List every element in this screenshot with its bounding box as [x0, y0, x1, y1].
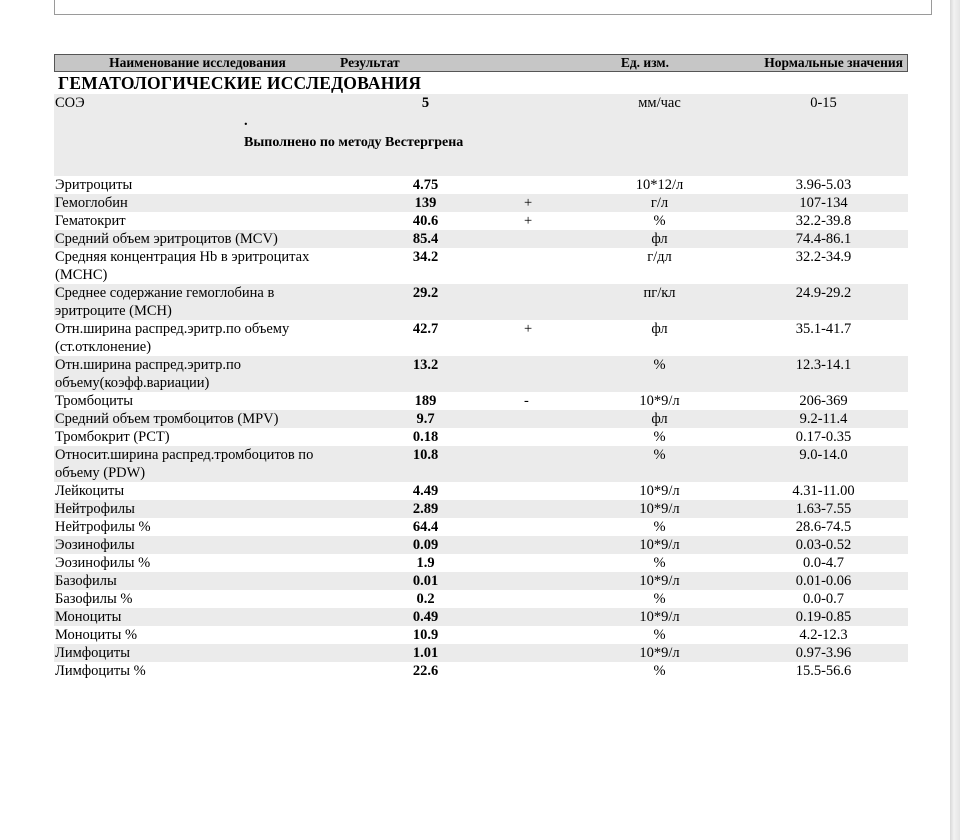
row-result: 4.75 [412, 177, 439, 193]
row-norm: 0.01-0.06 [795, 573, 852, 589]
row-name: Моноциты % [55, 627, 138, 643]
table-row [54, 590, 908, 608]
row-unit: % [653, 213, 666, 229]
row-flag: - [524, 393, 529, 409]
row-unit: 10*9/л [639, 501, 680, 517]
row-norm: 0.17-0.35 [795, 429, 852, 445]
row-flag [524, 590, 574, 608]
row-name: Тромбокрит (PCT) [55, 429, 170, 445]
row-name: Гемоглобин [55, 195, 128, 211]
row-norm: 0.0-4.7 [802, 555, 845, 571]
table-row [54, 626, 908, 644]
row-norm: 0.03-0.52 [795, 537, 852, 553]
row-name: Тромбоциты [55, 393, 133, 409]
table-row [54, 572, 908, 590]
table-row [54, 392, 908, 410]
table-row [54, 320, 908, 356]
row-flag: + [524, 321, 533, 337]
row-flag [524, 500, 574, 518]
row-unit: % [653, 519, 666, 535]
row-unit: фл [651, 231, 668, 247]
table-row [54, 644, 908, 662]
row-flag [524, 572, 574, 590]
lab-results-table [54, 54, 908, 680]
row-flag [524, 230, 574, 248]
row-norm: 12.3-14.1 [795, 357, 852, 373]
header-name: Наименование исследования [109, 55, 286, 70]
row-flag [524, 482, 574, 500]
row-unit: 10*9/л [639, 537, 680, 553]
row-name: Гематокрит [55, 213, 126, 229]
row-result: 5 [421, 95, 430, 111]
table-row-esr [54, 94, 908, 112]
method-note: Выполнено по методу Вестергрена [244, 135, 464, 150]
row-unit: фл [651, 411, 668, 427]
row-name: Отн.ширина распред.эритр.по объему (ст.отклонение) [55, 321, 290, 355]
row-norm: 206-369 [799, 393, 848, 409]
row-result: 9.7 [416, 411, 435, 427]
row-flag [524, 662, 574, 680]
table-row [54, 536, 908, 554]
row-unit: 10*9/л [639, 393, 680, 409]
table-row [54, 608, 908, 626]
row-unit: % [653, 429, 666, 445]
section-title: ГЕМАТОЛОГИЧЕСКИЕ ИССЛЕДОВАНИЯ [58, 73, 422, 93]
row-name: Средний объем тромбоцитов (MPV) [55, 411, 279, 427]
row-unit: % [653, 591, 666, 607]
row-norm: 0.19-0.85 [795, 609, 852, 625]
row-flag [524, 608, 574, 626]
row-norm: 4.31-11.00 [792, 483, 855, 499]
row-unit: % [653, 627, 666, 643]
table-row [54, 446, 908, 482]
table-row [54, 284, 908, 320]
row-unit: пг/кл [643, 285, 676, 301]
row-result: 22.6 [412, 663, 439, 679]
row-flag [524, 176, 574, 194]
table-row [54, 554, 908, 572]
row-unit: г/дл [647, 249, 672, 265]
table-row [54, 212, 908, 230]
row-name: Отн.ширина распред.эритр.по объему(коэфф.вариации) [55, 357, 241, 391]
row-unit: 10*9/л [639, 645, 680, 661]
row-name: Базофилы [55, 573, 117, 589]
row-name: Эозинофилы [55, 537, 135, 553]
row-result: 0.09 [412, 537, 439, 553]
row-name: Лейкоциты [55, 483, 125, 499]
row-unit: 10*12/л [635, 177, 684, 193]
row-norm: 15.5-56.6 [795, 663, 852, 679]
row-norm: 9.0-14.0 [799, 447, 848, 463]
row-name: Нейтрофилы % [55, 519, 151, 535]
row-result: 10.9 [412, 627, 439, 643]
row-name: Лимфоциты % [55, 663, 146, 679]
row-norm: 0.0-0.7 [802, 591, 845, 607]
table-row [54, 662, 908, 680]
row-unit: 10*9/л [639, 609, 680, 625]
table-row [54, 356, 908, 392]
row-result: 13.2 [412, 357, 439, 373]
row-result: 29.2 [412, 285, 439, 301]
method-dot: . [244, 113, 248, 129]
header-unit: Ед. изм. [620, 55, 669, 70]
table-row [54, 482, 908, 500]
row-norm: 35.1-41.7 [795, 321, 852, 337]
row-flag [524, 356, 574, 392]
row-name: Среднее содержание гемоглобина в эритроците (MCH) [55, 285, 275, 319]
row-norm: 28.6-74.5 [795, 519, 852, 535]
row-name: Моноциты [55, 609, 122, 625]
page-edge-shadow [950, 0, 960, 840]
row-result: 64.4 [412, 519, 439, 535]
header-norm: Нормальные значения [764, 55, 903, 70]
row-unit: % [653, 555, 666, 571]
results-rows [54, 176, 908, 680]
row-name: Эозинофилы % [55, 555, 151, 571]
table-header [54, 54, 908, 72]
row-name: Средняя концентрация Hb в эритроцитах (MCHC) [55, 249, 310, 283]
row-result: 2.89 [412, 501, 439, 517]
row-result: 34.2 [412, 249, 439, 265]
row-name: Относит.ширина распред.тромбоцитов по объему (PDW) [55, 447, 314, 481]
row-result: 10.8 [412, 447, 439, 463]
row-name: Эритроциты [55, 177, 133, 193]
method-note-block [54, 112, 908, 176]
table-row [54, 248, 908, 284]
row-norm: 3.96-5.03 [795, 177, 852, 193]
row-name: Лимфоциты [55, 645, 131, 661]
row-name: Базофилы % [55, 591, 133, 607]
row-flag [524, 410, 574, 428]
row-norm: 0-15 [810, 95, 837, 111]
row-result: 0.49 [412, 609, 439, 625]
row-unit: 10*9/л [639, 573, 680, 589]
header-result: Результат [340, 55, 400, 70]
table-row [54, 428, 908, 446]
row-norm: 0.97-3.96 [795, 645, 852, 661]
row-unit: 10*9/л [639, 483, 680, 499]
row-unit: мм/час [638, 95, 681, 111]
row-result: 0.2 [416, 591, 435, 607]
row-flag [524, 428, 574, 446]
row-flag: + [524, 213, 533, 229]
table-row [54, 230, 908, 248]
row-result: 0.01 [412, 573, 439, 589]
row-flag [524, 536, 574, 554]
row-result: 1.01 [412, 645, 439, 661]
row-result: 42.7 [412, 321, 439, 337]
row-unit: % [653, 663, 666, 679]
row-unit: фл [651, 321, 668, 337]
row-norm: 9.2-11.4 [799, 411, 848, 427]
row-norm: 107-134 [799, 195, 848, 211]
row-name: Средний объем эритроцитов (MCV) [55, 231, 278, 247]
row-flag [524, 284, 574, 320]
row-unit: г/л [650, 195, 669, 211]
row-norm: 32.2-39.8 [795, 213, 852, 229]
row-result: 139 [414, 195, 437, 211]
row-flag [524, 644, 574, 662]
row-flag [524, 446, 574, 482]
table-row [54, 500, 908, 518]
row-unit: % [653, 447, 666, 463]
row-flag: + [524, 195, 533, 211]
previous-section-box [54, 0, 932, 15]
row-norm: 24.9-29.2 [795, 285, 852, 301]
row-result: 1.9 [416, 555, 435, 571]
row-result: 40.6 [412, 213, 439, 229]
row-norm: 1.63-7.55 [795, 501, 852, 517]
row-result: 189 [414, 393, 437, 409]
row-norm: 32.2-34.9 [795, 249, 852, 265]
table-row [54, 518, 908, 536]
row-result: 0.18 [412, 429, 439, 445]
row-flag [524, 626, 574, 644]
row-flag [524, 554, 574, 572]
row-norm: 4.2-12.3 [799, 627, 848, 643]
row-flag [524, 518, 574, 536]
table-row [54, 194, 908, 212]
row-unit: % [653, 357, 666, 373]
row-name: СОЭ [55, 95, 85, 111]
row-result: 4.49 [412, 483, 439, 499]
row-flag [524, 94, 574, 112]
table-row [54, 410, 908, 428]
row-flag [524, 248, 574, 284]
row-result: 85.4 [412, 231, 439, 247]
table-row [54, 176, 908, 194]
row-name: Нейтрофилы [55, 501, 135, 517]
row-norm: 74.4-86.1 [795, 231, 852, 247]
